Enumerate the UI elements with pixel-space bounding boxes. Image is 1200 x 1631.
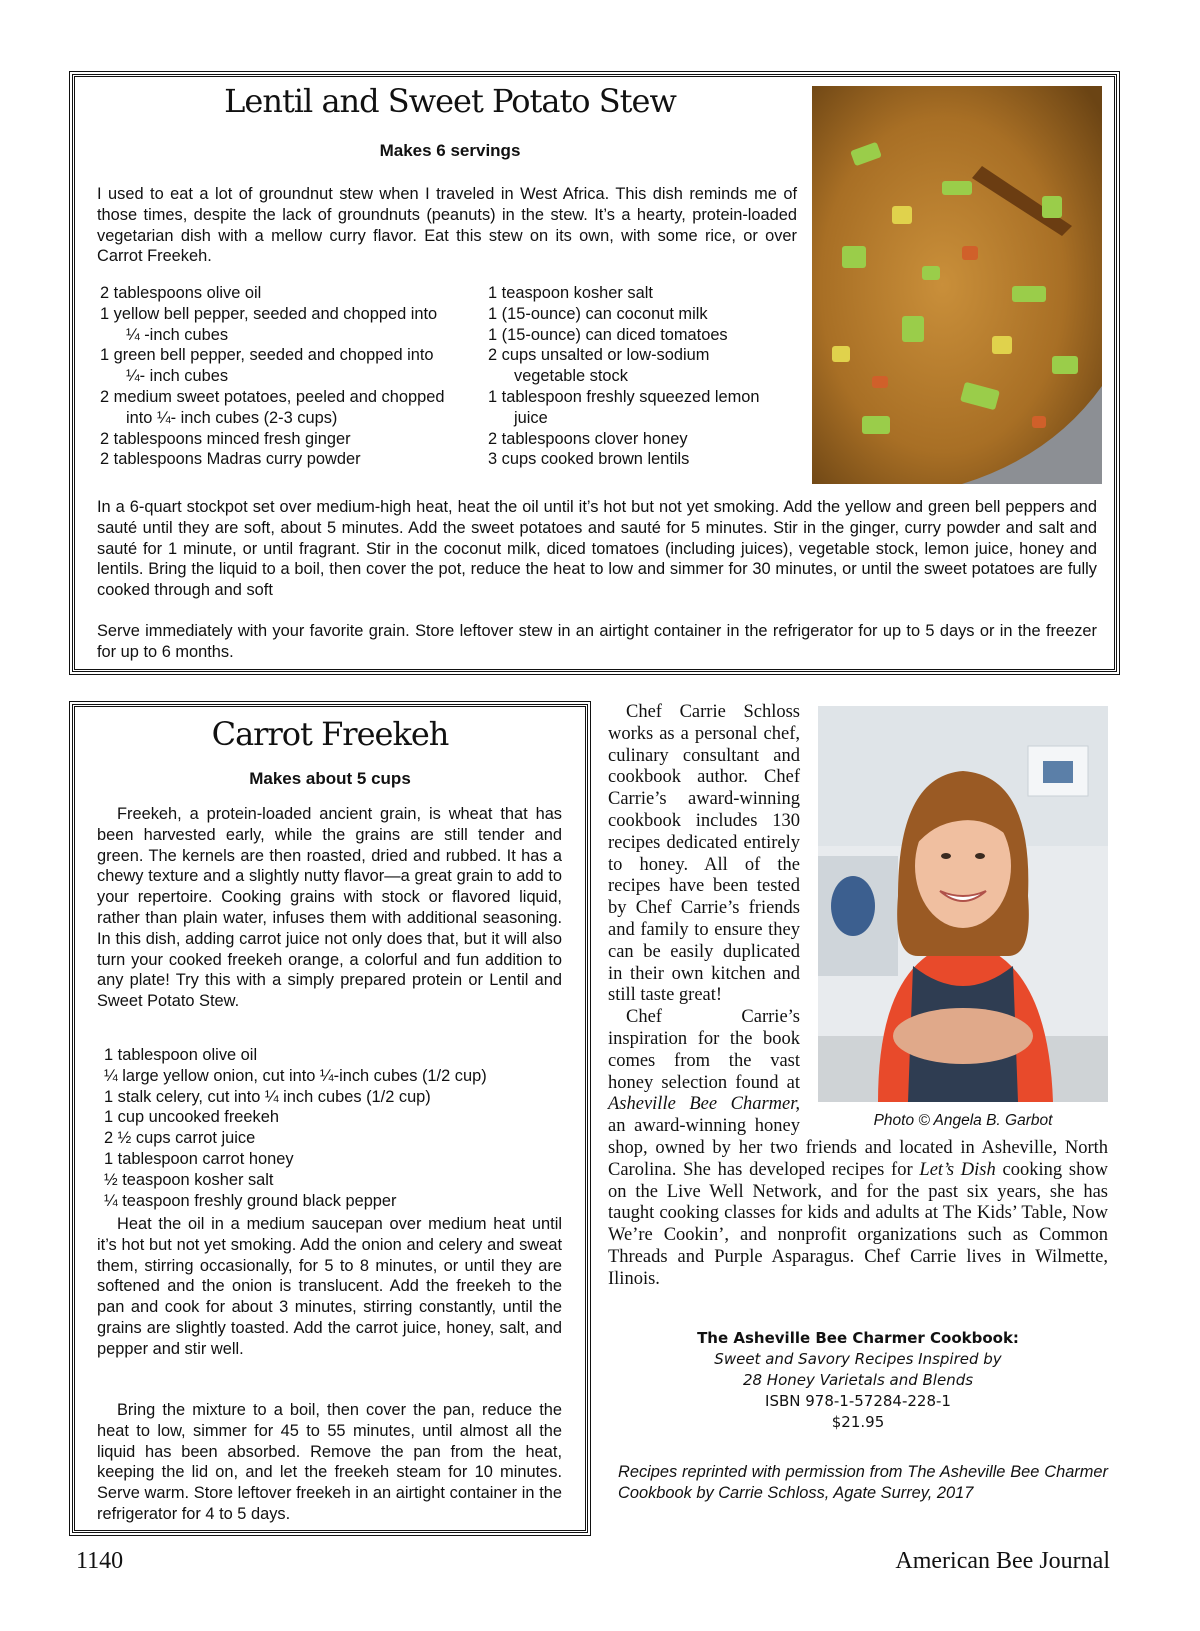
ingredient-item: 2 tablespoons minced fresh ginger <box>100 429 351 448</box>
ingredients-list-freekeh <box>104 1045 574 1211</box>
ingredient-item: 1 green bell pepper, seeded and chopped into ¼- inch cubes <box>100 346 434 386</box>
reprint-credit: Recipes reprinted with permission from The Asheville Bee Charmer Cookbook by Carrie Schloss, Agate Surrey, 2017 <box>618 1463 1108 1502</box>
recipe-title-carrot-freekeh: Carrot Freekeh <box>211 715 449 753</box>
ingredient-item: 2 ½ cups carrot juice <box>104 1129 256 1148</box>
ingredient-item: 2 medium sweet potatoes, peeled and chopped into ¼- inch cubes (2-3 cups) <box>100 387 445 427</box>
recipe-directions-freekeh-2: Bring the mixture to a boil, then cover the pan, reduce the heat to low, simmer for 45 to 55 minutes, until almost all the liquid has been absorbed. Remove the pan from the heat, keeping the lid on, and let the freekeh steam for 10 minutes. Serve warm. Store leftover freekeh in an airtight container in the refrigerator for 4 to 5 days. <box>97 1401 562 1523</box>
recipe-serving-note-lentil-stew: Serve immediately with your favorite grain. Store leftover stew in an airtight container in the refrigerator for up to 5 days or in the freezer for up to 6 months. <box>97 622 1097 661</box>
recipe-directions-freekeh-1: Heat the oil in a medium saucepan over medium heat until it’s hot but not yet smoking. Add the onion and celery and sweat them, stirring occasionally, for 5 to 8 minutes, or until they are softened and the onion is translucent. Add the freekeh to the pan and cook for about 3 minutes, stirring constantly, until the grains are slightly toasted. Add the carrot juice, honey, salt, and pepper and stir well. <box>97 1215 562 1358</box>
bio-paragraph-1: Chef Carrie Schloss works as a personal chef, culinary consultant and cookbook author. Chef Carrie’s award-winning cookbook includes 130 recipes dedicated entirely to honey. All of the recipes have been tested by Chef Carrie’s friends and family to ensure they can be easily duplicated in their own kitchen and still taste great! <box>608 702 800 1006</box>
page-number: 1140 <box>76 1548 124 1574</box>
ingredient-item: 1 tablespoon carrot honey <box>104 1149 294 1168</box>
stew-photo <box>812 86 1102 484</box>
ingredient-item: 1 cup uncooked freekeh <box>104 1108 279 1127</box>
ingredient-item: 2 tablespoons olive oil <box>100 284 262 302</box>
bio-text: an award-winning honey shop, owned by her two friends and located in Asheville, North Carolina. She has developed recipes for <box>608 1116 1108 1180</box>
recipe-servings-carrot-freekeh: Makes about 5 cups <box>249 769 411 788</box>
recipe-servings-lentil-stew: Makes 6 servings <box>379 141 521 160</box>
recipe-directions-lentil-stew: In a 6-quart stockpot set over medium-high heat, heat the oil until it’s hot but not yet smoking. Add the yellow and green bell peppers and sauté until they are soft, about 5 minutes. Add the sweet potatoes and sauté for 5 minutes. Stir in the ginger, curry powder and salt and sauté for 1 minute, or until fragrant. Stir in the coconut milk, diced tomatoes (including juices), vegetable stock, lemon juice, honey and lentils. Bring the liquid to a boil, then cover the pot, reduce the heat to low and simmer for 30 minutes, or until the sweet potatoes are fully cooked through and soft <box>97 498 1097 600</box>
ingredient-item: ½ teaspoon kosher salt <box>104 1170 274 1189</box>
bio-shop-name: Asheville Bee Charmer, <box>608 1094 800 1115</box>
bio-text: Chef Carrie’s inspiration for the book comes from the vast honey selection found at <box>608 1007 800 1093</box>
ingredient-item: ¼ large yellow onion, cut into ¼-inch cubes (1/2 cup) <box>104 1066 487 1085</box>
ingredient-item: 2 cups unsalted or low-sodium vegetable stock <box>488 346 710 386</box>
chef-photo <box>818 706 1108 1102</box>
ingredients-list-right <box>488 283 763 470</box>
ingredient-item: 1 stalk celery, cut into ¼ inch cubes (1/2 cup) <box>104 1087 431 1106</box>
ingredient-item: 1 teaspoon kosher salt <box>488 284 653 302</box>
ingredient-item: 1 tablespoon olive oil <box>104 1046 258 1064</box>
photo-caption: Photo © Angela B. Garbot <box>873 1112 1053 1129</box>
bio-show-name: Let’s Dish <box>919 1159 996 1180</box>
ingredient-item: 1 (15-ounce) can coconut milk <box>488 304 708 323</box>
recipe-intro-carrot-freekeh: Freekeh, a protein-loaded ancient grain, is wheat that has been harvested early, while the grains are still tender and green. The kernels are then roasted, dried and rubbed. It has a chewy texture and a slightly nutty flavor—a great grain to add to your repertoire. Cooking grains with stock or flavored liquid, rather than plain water, infuses them with additional seasoning. In this dish, adding carrot juice not only does that, but it will also turn your cooked freekeh orange, a colorful and fun addition to any plate! Try this with a simply prepared protein or Lentil and Sweet Potato Stew. <box>97 805 562 1011</box>
book-isbn: ISBN 978-1-57284-228-1 <box>765 1392 951 1410</box>
ingredient-item: 3 cups cooked brown lentils <box>488 450 690 469</box>
ingredients-list-left <box>100 283 445 470</box>
ingredient-item: ¼ teaspoon freshly ground black pepper <box>104 1191 397 1210</box>
recipe-title-lentil-stew: Lentil and Sweet Potato Stew <box>224 82 676 120</box>
ingredient-item: 2 tablespoons Madras curry powder <box>100 450 361 469</box>
book-title: The Asheville Bee Charmer Cookbook: <box>697 1329 1019 1347</box>
recipe-intro-lentil-stew: I used to eat a lot of groundnut stew when I traveled in West Africa. This dish reminds me of those times, despite the lack of groundnuts (peanuts) in the stew. It’s a hearty, protein-loaded vegetarian dish with a mellow curry flavor. Eat this stew on its own, with some rice, or over Carrot Freekeh. <box>97 185 797 266</box>
bio-text: cooking show on the Live Well Network, and for the past six years, she has taught cooking classes for kids and adults at The Kids’ Table, Now We’re Cookin’, and nonprofit organizations such as Common Threads and Purple Asparagus. Chef Carrie lives in Wilmette, Ilinois. <box>608 1159 1108 1289</box>
ingredient-item: 1 tablespoon freshly squeezed lemon juice <box>488 387 760 427</box>
book-info <box>608 1328 1108 1433</box>
ingredient-item: 1 (15-ounce) can diced tomatoes <box>488 325 728 344</box>
ingredient-item: 2 tablespoons clover honey <box>488 429 688 448</box>
journal-name: American Bee Journal <box>895 1548 1110 1574</box>
chef-photo-figure <box>818 706 1108 1132</box>
book-price: $21.95 <box>831 1413 885 1431</box>
book-subtitle-1: Sweet and Savory Recipes Inspired by <box>714 1350 1002 1368</box>
ingredient-item: 1 yellow bell pepper, seeded and chopped into ¼ -inch cubes <box>100 304 438 344</box>
chef-bio <box>608 702 1108 1291</box>
book-subtitle-2: 28 Honey Varietals and Blends <box>742 1371 974 1389</box>
